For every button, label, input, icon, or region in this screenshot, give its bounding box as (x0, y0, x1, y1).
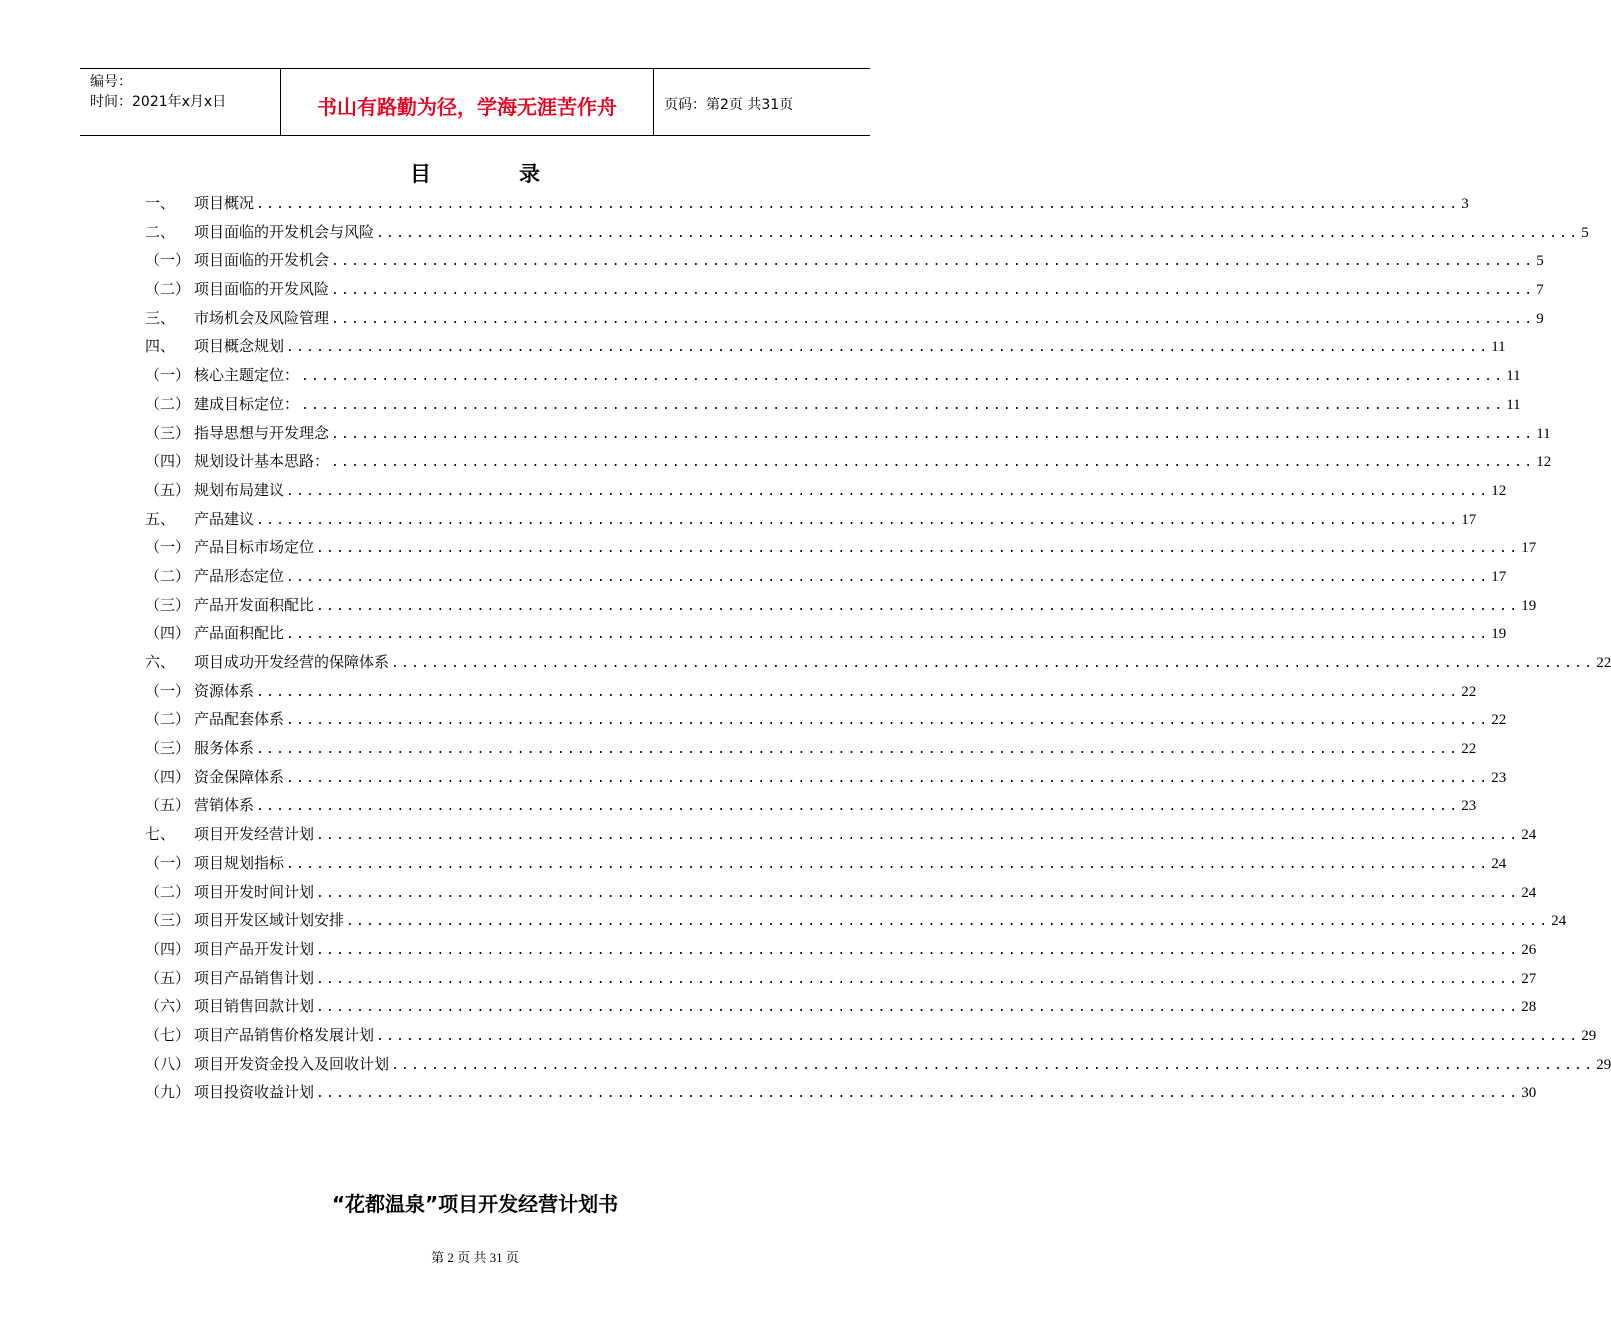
toc-entry-title: 产品配套体系 (194, 710, 285, 729)
toc-entry-title: 项目产品销售计划 (194, 968, 315, 987)
toc-entry-page: 30 (1521, 1085, 1537, 1102)
toc-entry-page: 19 (1521, 597, 1537, 614)
toc-entry[interactable] (145, 307, 1544, 336)
toc-dot-leader: ........................................................................................................................ (316, 885, 1520, 901)
toc-dot-leader: ........................................................................................................................ (391, 656, 1595, 671)
toc-entry[interactable] (145, 536, 1537, 565)
toc-entry-title: 产品目标市场定位 (194, 538, 315, 557)
toc-entry[interactable] (145, 737, 1477, 766)
toc-entry-page: 22 (1461, 683, 1477, 700)
toc-entry[interactable] (145, 1053, 1611, 1082)
toc-dot-leader: ........................................................................................................................ (301, 369, 1505, 385)
toc-entry[interactable] (145, 823, 1537, 852)
toc-entry[interactable] (145, 221, 1589, 250)
toc-title-char-1: 目 (410, 162, 431, 186)
toc-entry-number: （六） (145, 997, 191, 1016)
toc-entry-number: （三） (145, 595, 191, 614)
toc-entry-title: 营销体系 (194, 796, 255, 815)
toc-dot-leader: ........................................................................................................................ (286, 713, 1490, 729)
toc-dot-leader: ........................................................................................................................ (256, 742, 1460, 758)
toc-entry-page: 3 (1461, 196, 1469, 212)
toc-entry[interactable] (145, 450, 1552, 479)
toc-entry-page: 28 (1521, 999, 1537, 1016)
toc-entry[interactable] (145, 278, 1544, 307)
page-info: 页码：第2页 共31页 (664, 97, 794, 113)
toc-entry-number: （三） (145, 739, 191, 758)
toc-dot-leader: ........................................................................................................................ (256, 197, 1460, 212)
toc-dot-leader: ........................................................................................................................ (286, 483, 1490, 499)
motto-text: 书山有路勤为径，学海无涯苦作舟 (317, 95, 617, 119)
toc-entry-page: 11 (1506, 368, 1521, 385)
toc-entry-number: （一） (145, 853, 191, 872)
toc-entry-title: 项目开发时间计划 (194, 882, 315, 901)
toc-entry-page: 5 (1581, 224, 1589, 241)
toc-entry[interactable] (145, 422, 1551, 451)
toc-entry-title: 产品面积配比 (194, 624, 285, 643)
toc-entry-number: （二） (145, 394, 191, 413)
toc-entry-page: 7 (1536, 282, 1544, 299)
toc-dot-leader: ........................................................................................................................ (331, 426, 1535, 442)
toc-dot-leader: ........................................................................................................................ (286, 770, 1490, 786)
toc-entry-page: 11 (1506, 396, 1521, 413)
toc-entry-page: 24 (1521, 827, 1537, 844)
toc-entry[interactable] (145, 852, 1507, 881)
toc-dot-leader: ........................................................................................................................ (316, 598, 1520, 614)
toc-entry-number: （二） (145, 882, 191, 901)
toc-entry-page: 26 (1521, 941, 1537, 958)
toc-dot-leader: ........................................................................................................................ (331, 254, 1535, 270)
toc-entry-title: 服务体系 (194, 739, 255, 758)
toc-entry[interactable] (145, 565, 1507, 594)
toc-entry[interactable] (145, 881, 1537, 910)
toc-entry-number: （九） (145, 1083, 191, 1102)
toc-entry-number: （二） (145, 566, 191, 585)
toc-entry-page: 22 (1491, 712, 1507, 729)
toc-entry[interactable] (145, 594, 1537, 623)
toc-entry-page: 11 (1491, 339, 1506, 356)
toc-entry-page: 17 (1521, 540, 1537, 557)
toc-entry-number: （二） (145, 710, 191, 729)
toc-dot-leader: ........................................................................................................................ (346, 914, 1550, 930)
toc-entry-page: 24 (1491, 855, 1507, 872)
toc-entry-number: （三） (145, 911, 191, 930)
toc-entry-title: 项目产品销售价格发展计划 (194, 1025, 375, 1044)
toc-entry-number: 六、 (145, 653, 176, 671)
toc-entry-number: （八） (145, 1054, 191, 1073)
toc-entry-title: 项目成功开发经营的保障体系 (194, 653, 390, 671)
toc-entry-number: （五） (145, 796, 191, 815)
toc-entry[interactable] (145, 967, 1537, 996)
toc-dot-leader: ........................................................................................................................ (316, 971, 1520, 987)
toc-entry-title: 产品建议 (194, 509, 255, 528)
toc-entry-title: 指导思想与开发理念 (194, 423, 330, 442)
toc-entry-page: 27 (1521, 970, 1537, 987)
toc-entry-title: 项目规划指标 (194, 853, 285, 872)
toc-dot-leader: ........................................................................................................................ (316, 1000, 1520, 1016)
toc-dot-leader: ........................................................................................................................ (316, 942, 1520, 958)
toc-entry-number: （四） (145, 939, 191, 958)
toc-entry[interactable] (145, 1024, 1597, 1053)
date-text: 时间：2021年x月x日 (90, 94, 227, 110)
toc-entry[interactable] (145, 909, 1567, 938)
toc-dot-leader: ........................................................................................................................ (316, 541, 1520, 557)
toc-entry-title: 项目概况 (194, 194, 255, 212)
toc-entry[interactable] (145, 508, 1477, 537)
header-right-cell (654, 69, 870, 135)
toc-entry[interactable] (145, 335, 1506, 364)
toc-entry-title: 规划布局建议 (194, 480, 285, 499)
toc-entry-title: 项目面临的开发机会与风险 (194, 222, 375, 241)
toc-entry[interactable] (145, 680, 1477, 709)
toc-entry-page: 22 (1461, 741, 1477, 758)
toc-entry-number: （四） (145, 767, 191, 786)
toc-entry-title: 项目销售回款计划 (194, 997, 315, 1016)
toc-title-char-2: 录 (519, 162, 540, 186)
toc-entry-number: （一） (145, 251, 191, 270)
toc-entry-number: （一） (145, 538, 191, 557)
toc-entry-page: 19 (1491, 626, 1507, 643)
toc-entry[interactable] (145, 995, 1537, 1024)
document-title: “花都温泉”项目开发经营计划书 (331, 1192, 619, 1216)
page-footer: 第 2 页 共 31 页 (431, 1250, 519, 1265)
toc-dot-leader: ........................................................................................................................ (301, 397, 1505, 413)
toc-dot-leader: ........................................................................................................................ (376, 225, 1580, 241)
toc-title (0, 158, 950, 188)
toc-entry-number: 三、 (145, 308, 176, 327)
toc-entry[interactable] (145, 708, 1507, 737)
toc-entry-number: （四） (145, 624, 191, 643)
header-left-cell (80, 69, 281, 135)
toc-dot-leader: ........................................................................................................................ (286, 856, 1490, 872)
toc-entry-title: 资源体系 (194, 681, 255, 700)
toc-entry[interactable] (145, 364, 1521, 393)
toc-entry-number: 五、 (145, 509, 176, 528)
toc-entry[interactable] (145, 794, 1477, 823)
toc-entry-title: 产品开发面积配比 (194, 595, 315, 614)
toc-entry-page: 5 (1536, 253, 1544, 270)
toc-entry[interactable] (145, 192, 1469, 221)
toc-dot-leader: ........................................................................................................................ (331, 283, 1535, 299)
code-label: 编号： (90, 74, 132, 90)
toc-dot-leader: ........................................................................................................................ (316, 1086, 1520, 1102)
header-motto-cell (281, 69, 654, 135)
toc-dot-leader: ........................................................................................................................ (256, 799, 1460, 815)
toc-entry-title: 项目开发区域计划安排 (194, 911, 345, 930)
toc-dot-leader: ........................................................................................................................ (376, 1028, 1580, 1044)
toc-dot-leader: ........................................................................................................................ (286, 569, 1490, 585)
toc-entry-title: 产品形态定位 (194, 566, 285, 585)
toc-entry-title: 市场机会及风险管理 (194, 308, 330, 327)
toc-entry-number: （四） (145, 452, 191, 471)
toc-entry-number: （五） (145, 968, 191, 987)
toc-entry-title: 项目产品开发计划 (194, 939, 315, 958)
toc-dot-leader: ........................................................................................................................ (286, 627, 1490, 643)
toc-entry-title: 项目投资收益计划 (194, 1083, 315, 1102)
toc-entry-number: （七） (145, 1025, 191, 1044)
toc-entry-page: 11 (1536, 425, 1551, 442)
toc-entry-title: 项目面临的开发风险 (194, 280, 330, 299)
toc-dot-leader: ........................................................................................................................ (286, 340, 1490, 356)
toc-entry-page: 17 (1461, 511, 1477, 528)
toc-dot-leader: ........................................................................................................................ (316, 828, 1520, 844)
toc-entry-title: 建成目标定位： (194, 394, 300, 413)
toc-entry-page: 23 (1461, 798, 1477, 815)
toc-entry-number: 四、 (145, 337, 176, 356)
toc-entry-page: 12 (1536, 454, 1552, 471)
toc-entry-title: 资金保障体系 (194, 767, 285, 786)
toc-entry-number: （一） (145, 366, 191, 385)
toc-entry[interactable] (145, 249, 1544, 278)
toc-entry-page: 29 (1581, 1027, 1597, 1044)
toc-entry-page: 24 (1521, 884, 1537, 901)
toc-entry-page: 12 (1491, 482, 1507, 499)
toc-entry[interactable] (145, 938, 1537, 967)
toc-entry[interactable] (145, 1081, 1537, 1110)
toc-entry[interactable] (145, 651, 1611, 680)
toc-entry-page: 23 (1491, 769, 1507, 786)
table-of-contents (145, 192, 1611, 1110)
toc-entry-number: 二、 (145, 222, 176, 241)
toc-dot-leader: ........................................................................................................................ (256, 512, 1460, 528)
toc-entry[interactable] (145, 622, 1507, 651)
page-header (80, 68, 870, 136)
toc-entry-title: 项目开发资金投入及回收计划 (194, 1054, 390, 1073)
toc-entry-title: 规划设计基本思路： (194, 452, 330, 471)
toc-entry-title: 项目概念规划 (194, 337, 285, 356)
toc-entry-title: 核心主题定位： (194, 366, 300, 385)
toc-entry[interactable] (145, 766, 1507, 795)
toc-entry-page: 24 (1551, 913, 1567, 930)
toc-entry-number: （三） (145, 423, 191, 442)
toc-dot-leader: ........................................................................................................................ (256, 684, 1460, 700)
toc-entry-number: （五） (145, 480, 191, 499)
toc-entry-title: 项目开发经营计划 (194, 825, 315, 844)
toc-entry-number: 七、 (145, 825, 176, 844)
toc-dot-leader: ........................................................................................................................ (331, 455, 1535, 471)
toc-entry-page: 29 (1596, 1056, 1611, 1073)
toc-entry-page: 22 (1596, 655, 1611, 671)
toc-entry-title: 项目面临的开发机会 (194, 251, 330, 270)
toc-dot-leader: ........................................................................................................................ (391, 1057, 1595, 1073)
toc-entry[interactable] (145, 393, 1521, 422)
toc-entry-number: （一） (145, 681, 191, 700)
toc-entry-number: （二） (145, 280, 191, 299)
toc-entry-number: 一、 (145, 194, 176, 212)
toc-dot-leader: ........................................................................................................................ (331, 311, 1535, 327)
toc-entry-page: 9 (1536, 310, 1544, 327)
toc-entry[interactable] (145, 479, 1507, 508)
toc-entry-page: 17 (1491, 568, 1507, 585)
